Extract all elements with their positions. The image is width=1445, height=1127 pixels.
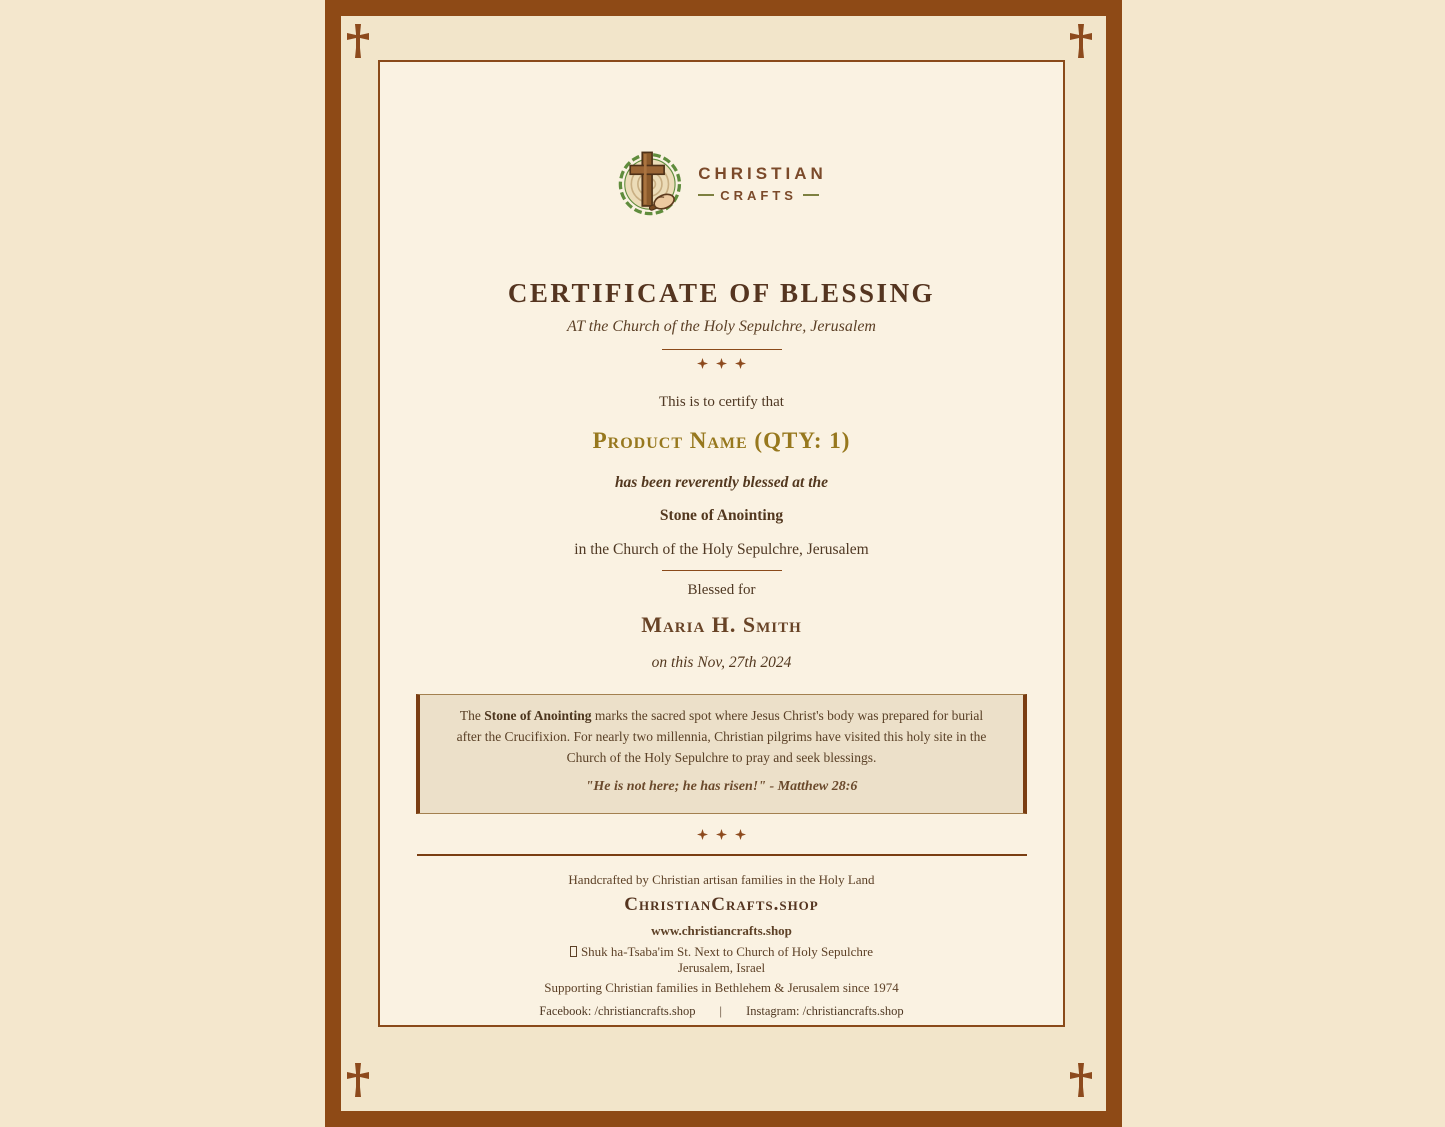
diamond-star-icon — [716, 358, 727, 369]
website-url: www.christiancrafts.shop — [651, 923, 792, 939]
recipient-name: Maria H. Smith — [641, 612, 802, 637]
certificate-title: CERTIFICATE OF BLESSING — [507, 278, 936, 308]
address-line-1: Shuk ha-Tsaba'im St. Next to Church of Holy Sepulchre — [570, 944, 873, 960]
location-placeholder-icon — [570, 946, 577, 957]
corner-cross-icon — [1070, 1063, 1092, 1097]
instagram-handle: Instagram: /christiancrafts.shop — [746, 1004, 904, 1019]
blessing-location: Stone of Anointing — [659, 507, 784, 524]
blessing-date: on this Nov, 27th 2024 — [651, 654, 792, 671]
address-line-2: Jerusalem, Israel — [677, 960, 766, 976]
product-name: Product Name (QTY: 1) — [592, 428, 851, 453]
footer-brand-name: ChristianCrafts.shop — [624, 894, 819, 916]
blessed-line: has been reverently blessed at the — [614, 474, 829, 491]
footer-divider — [417, 854, 1027, 856]
christian-crafts-logo-icon — [616, 148, 686, 218]
diamond-star-icon — [716, 829, 727, 840]
handcrafted-line: Handcrafted by Christian artisan families in the Holy Land — [568, 872, 875, 888]
diamond-star-icon — [735, 829, 746, 840]
diamond-ornament-row — [697, 358, 746, 369]
social-separator: | — [719, 1004, 723, 1019]
diamond-ornament-row — [697, 829, 746, 840]
diamond-star-icon — [697, 358, 708, 369]
logo-dash-right — [803, 194, 819, 196]
stone-of-anointing-info-box — [416, 694, 1027, 814]
corner-cross-icon — [1070, 24, 1092, 58]
corner-cross-icon — [347, 24, 369, 58]
blessed-for-label: Blessed for — [687, 582, 756, 598]
social-links-row — [539, 1004, 903, 1019]
corner-cross-icon — [347, 1063, 369, 1097]
logo-wordmark — [698, 164, 827, 203]
logo-brand-name: CHRISTIAN — [698, 163, 827, 183]
supporting-line: Supporting Christian families in Bethlehem & Jerusalem since 1974 — [544, 980, 899, 996]
info-box-text: The Stone of Anointing marks the sacred spot where Jesus Christ's body was prepared for burial after the Crucifixion. For nearly two millennia, Christian pilgrims have visited this holy site in the Church of the Holy Sepulchre to pray and seek blessings. — [456, 708, 987, 765]
logo-brand-subname: CRAFTS — [720, 187, 797, 203]
facebook-handle: Facebook: /christiancrafts.shop — [539, 1004, 696, 1019]
church-line: in the Church of the Holy Sepulchre, Jerusalem — [574, 541, 869, 558]
certify-line: This is to certify that — [659, 394, 784, 410]
diamond-star-icon — [697, 829, 708, 840]
brand-logo — [616, 148, 827, 218]
certificate-body — [378, 60, 1065, 1027]
divider — [662, 570, 782, 571]
scripture-quote: "He is not here; he has risen!" - Matthew 28:6 — [585, 778, 858, 794]
divider — [662, 349, 782, 350]
info-box-bold-term: Stone of Anointing — [484, 708, 592, 723]
logo-dash-left — [698, 194, 714, 196]
diamond-star-icon — [735, 358, 746, 369]
certificate-subtitle: AT the Church of the Holy Sepulchre, Jerusalem — [567, 318, 876, 335]
